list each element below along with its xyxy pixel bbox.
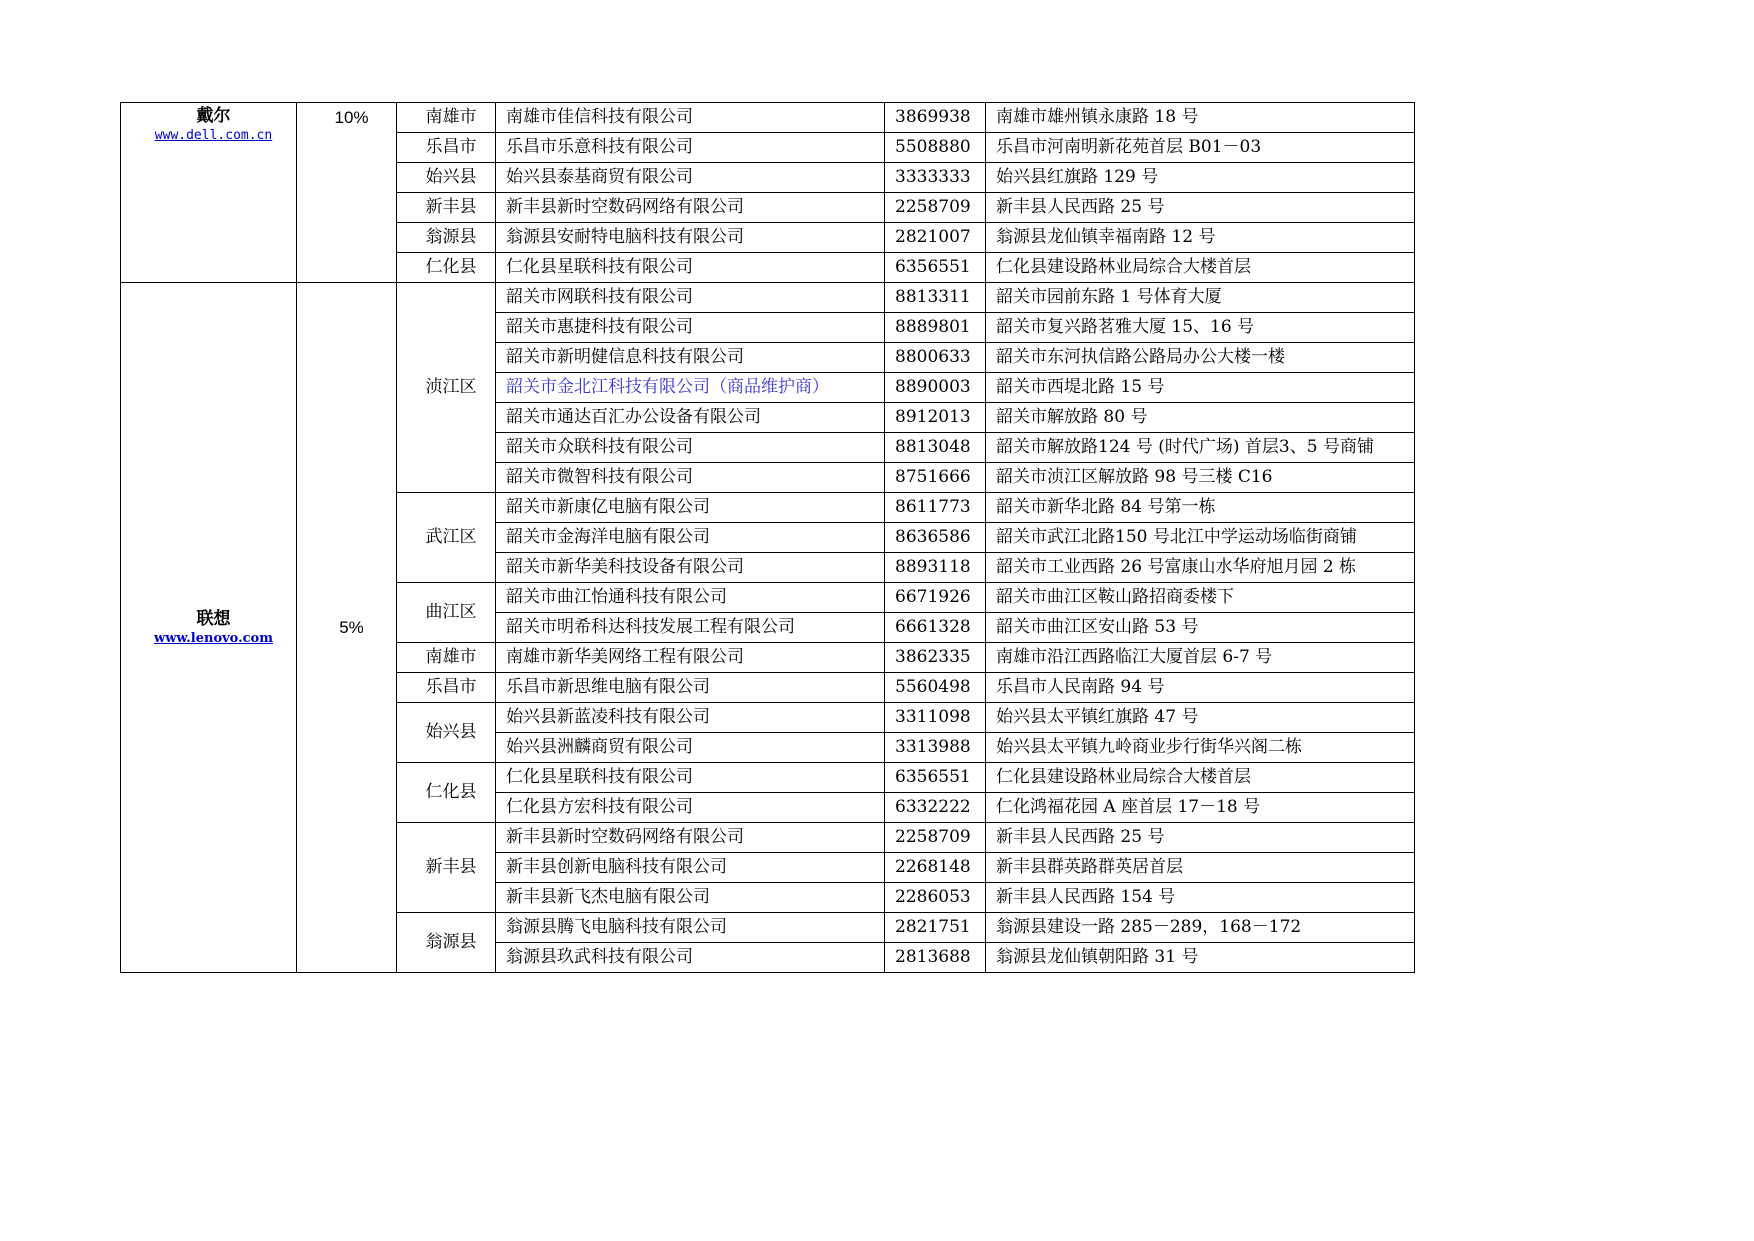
phone-cell: 2258709 <box>885 193 986 223</box>
company-cell: 新丰县创新电脑科技有限公司 <box>496 853 885 883</box>
address-cell: 新丰县人民西路 25 号 <box>986 193 1415 223</box>
company-cell: 乐昌市乐意科技有限公司 <box>496 133 885 163</box>
phone-cell: 8813048 <box>885 433 986 463</box>
brand-url-link[interactable]: www.lenovo.com <box>154 630 273 646</box>
phone-cell: 8912013 <box>885 403 986 433</box>
dealer-table <box>120 102 1415 973</box>
area-cell: 仁化县 <box>397 763 496 823</box>
company-cell: 南雄市佳信科技有限公司 <box>496 103 885 133</box>
address-cell: 韶关市曲江区鞍山路招商委楼下 <box>986 583 1415 613</box>
address-cell: 始兴县太平镇红旗路 47 号 <box>986 703 1415 733</box>
phone-cell: 2286053 <box>885 883 986 913</box>
company-cell: 始兴县新蓝凌科技有限公司 <box>496 703 885 733</box>
phone-cell: 8800633 <box>885 343 986 373</box>
area-cell: 乐昌市 <box>397 673 496 703</box>
phone-cell: 2258709 <box>885 823 986 853</box>
address-cell: 韶关市东河执信路公路局办公大楼一楼 <box>986 343 1415 373</box>
address-cell: 始兴县红旗路 129 号 <box>986 163 1415 193</box>
phone-cell: 3313988 <box>885 733 986 763</box>
address-cell: 韶关市新华北路 84 号第一栋 <box>986 493 1415 523</box>
company-cell: 翁源县腾飞电脑科技有限公司 <box>496 913 885 943</box>
brand-name: 联想 <box>196 608 231 629</box>
phone-cell: 6661328 <box>885 613 986 643</box>
phone-cell: 2821007 <box>885 223 986 253</box>
phone-cell: 8611773 <box>885 493 986 523</box>
area-cell: 始兴县 <box>397 163 496 193</box>
address-cell: 韶关市西堤北路 15 号 <box>986 373 1415 403</box>
address-cell: 仁化县建设路林业局综合大楼首层 <box>986 763 1415 793</box>
company-cell: 韶关市明希科达科技发展工程有限公司 <box>496 613 885 643</box>
address-cell: 乐昌市河南明新花苑首层 B01－03 <box>986 133 1415 163</box>
company-cell: 韶关市金海洋电脑有限公司 <box>496 523 885 553</box>
address-cell: 韶关市复兴路茗雅大厦 15、16 号 <box>986 313 1415 343</box>
area-cell: 翁源县 <box>397 913 496 973</box>
company-cell: 韶关市通达百汇办公设备有限公司 <box>496 403 885 433</box>
company-cell: 韶关市惠捷科技有限公司 <box>496 313 885 343</box>
address-cell: 始兴县太平镇九岭商业步行街华兴阁二栋 <box>986 733 1415 763</box>
area-cell: 曲江区 <box>397 583 496 643</box>
company-cell: 翁源县安耐特电脑科技有限公司 <box>496 223 885 253</box>
company-cell-link[interactable] <box>496 373 885 403</box>
area-cell: 仁化县 <box>397 253 496 283</box>
address-cell: 新丰县人民西路 25 号 <box>986 823 1415 853</box>
company-cell: 韶关市新华美科技设备有限公司 <box>496 553 885 583</box>
phone-cell: 5560498 <box>885 673 986 703</box>
address-cell: 翁源县建设一路 285－289，168－172 <box>986 913 1415 943</box>
company-cell: 始兴县洲麟商贸有限公司 <box>496 733 885 763</box>
company-cell: 韶关市新明健信息科技有限公司 <box>496 343 885 373</box>
company-cell: 韶关市众联科技有限公司 <box>496 433 885 463</box>
address-cell: 韶关市曲江区安山路 53 号 <box>986 613 1415 643</box>
address-cell: 仁化县建设路林业局综合大楼首层 <box>986 253 1415 283</box>
address-cell: 翁源县龙仙镇朝阳路 31 号 <box>986 943 1415 973</box>
company-cell: 仁化县星联科技有限公司 <box>496 763 885 793</box>
company-cell: 始兴县泰基商贸有限公司 <box>496 163 885 193</box>
brand-cell-dell <box>121 103 297 283</box>
phone-cell: 6356551 <box>885 253 986 283</box>
area-cell: 南雄市 <box>397 643 496 673</box>
address-cell: 韶关市工业西路 26 号富康山水华府旭月园 2 栋 <box>986 553 1415 583</box>
company-cell: 新丰县新时空数码网络有限公司 <box>496 193 885 223</box>
area-cell: 浈江区 <box>397 283 496 493</box>
company-cell: 新丰县新时空数码网络有限公司 <box>496 823 885 853</box>
phone-cell: 3862335 <box>885 643 986 673</box>
company-cell: 韶关市曲江怡通科技有限公司 <box>496 583 885 613</box>
discount-rate: 5% <box>297 283 397 973</box>
area-cell: 南雄市 <box>397 103 496 133</box>
address-cell: 韶关市武江北路150 号北江中学运动场临街商铺 <box>986 523 1415 553</box>
table-row <box>121 283 1415 313</box>
area-cell: 始兴县 <box>397 703 496 763</box>
company-cell: 翁源县玖武科技有限公司 <box>496 943 885 973</box>
brand-name: 戴尔 <box>196 106 231 126</box>
area-cell: 武江区 <box>397 493 496 583</box>
table-row <box>121 103 1415 133</box>
phone-cell: 6332222 <box>885 793 986 823</box>
phone-cell: 8813311 <box>885 283 986 313</box>
address-cell: 新丰县群英路群英居首层 <box>986 853 1415 883</box>
company-cell: 南雄市新华美网络工程有限公司 <box>496 643 885 673</box>
company-cell: 仁化县方宏科技有限公司 <box>496 793 885 823</box>
address-cell: 韶关市解放路124 号 (时代广场) 首层3、5 号商铺 <box>986 433 1415 463</box>
phone-cell: 8889801 <box>885 313 986 343</box>
address-cell: 韶关市园前东路 1 号体育大厦 <box>986 283 1415 313</box>
phone-cell: 2821751 <box>885 913 986 943</box>
phone-cell: 8751666 <box>885 463 986 493</box>
phone-cell: 5508880 <box>885 133 986 163</box>
company-link-text[interactable]: 韶关市金北江科技有限公司（商品维护商） <box>506 377 829 397</box>
address-cell: 翁源县龙仙镇幸福南路 12 号 <box>986 223 1415 253</box>
address-cell: 乐昌市人民南路 94 号 <box>986 673 1415 703</box>
area-cell: 翁源县 <box>397 223 496 253</box>
brand-cell-lenovo <box>121 283 297 973</box>
address-cell: 韶关市浈江区解放路 98 号三楼 C16 <box>986 463 1415 493</box>
company-cell: 仁化县星联科技有限公司 <box>496 253 885 283</box>
phone-cell: 8890003 <box>885 373 986 403</box>
company-cell: 韶关市网联科技有限公司 <box>496 283 885 313</box>
company-cell: 新丰县新飞杰电脑有限公司 <box>496 883 885 913</box>
phone-cell: 2268148 <box>885 853 986 883</box>
address-cell: 南雄市雄州镇永康路 18 号 <box>986 103 1415 133</box>
area-cell: 新丰县 <box>397 823 496 913</box>
company-cell: 韶关市微智科技有限公司 <box>496 463 885 493</box>
phone-cell: 3311098 <box>885 703 986 733</box>
address-cell: 仁化鸿福花园 A 座首层 17－18 号 <box>986 793 1415 823</box>
phone-cell: 8636586 <box>885 523 986 553</box>
phone-cell: 2813688 <box>885 943 986 973</box>
phone-cell: 6356551 <box>885 763 986 793</box>
brand-url-link[interactable]: www.dell.com.cn <box>154 128 273 143</box>
address-cell: 韶关市解放路 80 号 <box>986 403 1415 433</box>
phone-cell: 8893118 <box>885 553 986 583</box>
company-cell: 乐昌市新思维电脑有限公司 <box>496 673 885 703</box>
address-cell: 新丰县人民西路 154 号 <box>986 883 1415 913</box>
phone-cell: 6671926 <box>885 583 986 613</box>
address-cell: 南雄市沿江西路临江大厦首层 6-7 号 <box>986 643 1415 673</box>
phone-cell: 3333333 <box>885 163 986 193</box>
company-cell: 韶关市新康亿电脑有限公司 <box>496 493 885 523</box>
discount-rate: 10% <box>297 103 397 283</box>
area-cell: 新丰县 <box>397 193 496 223</box>
area-cell: 乐昌市 <box>397 133 496 163</box>
phone-cell: 3869938 <box>885 103 986 133</box>
